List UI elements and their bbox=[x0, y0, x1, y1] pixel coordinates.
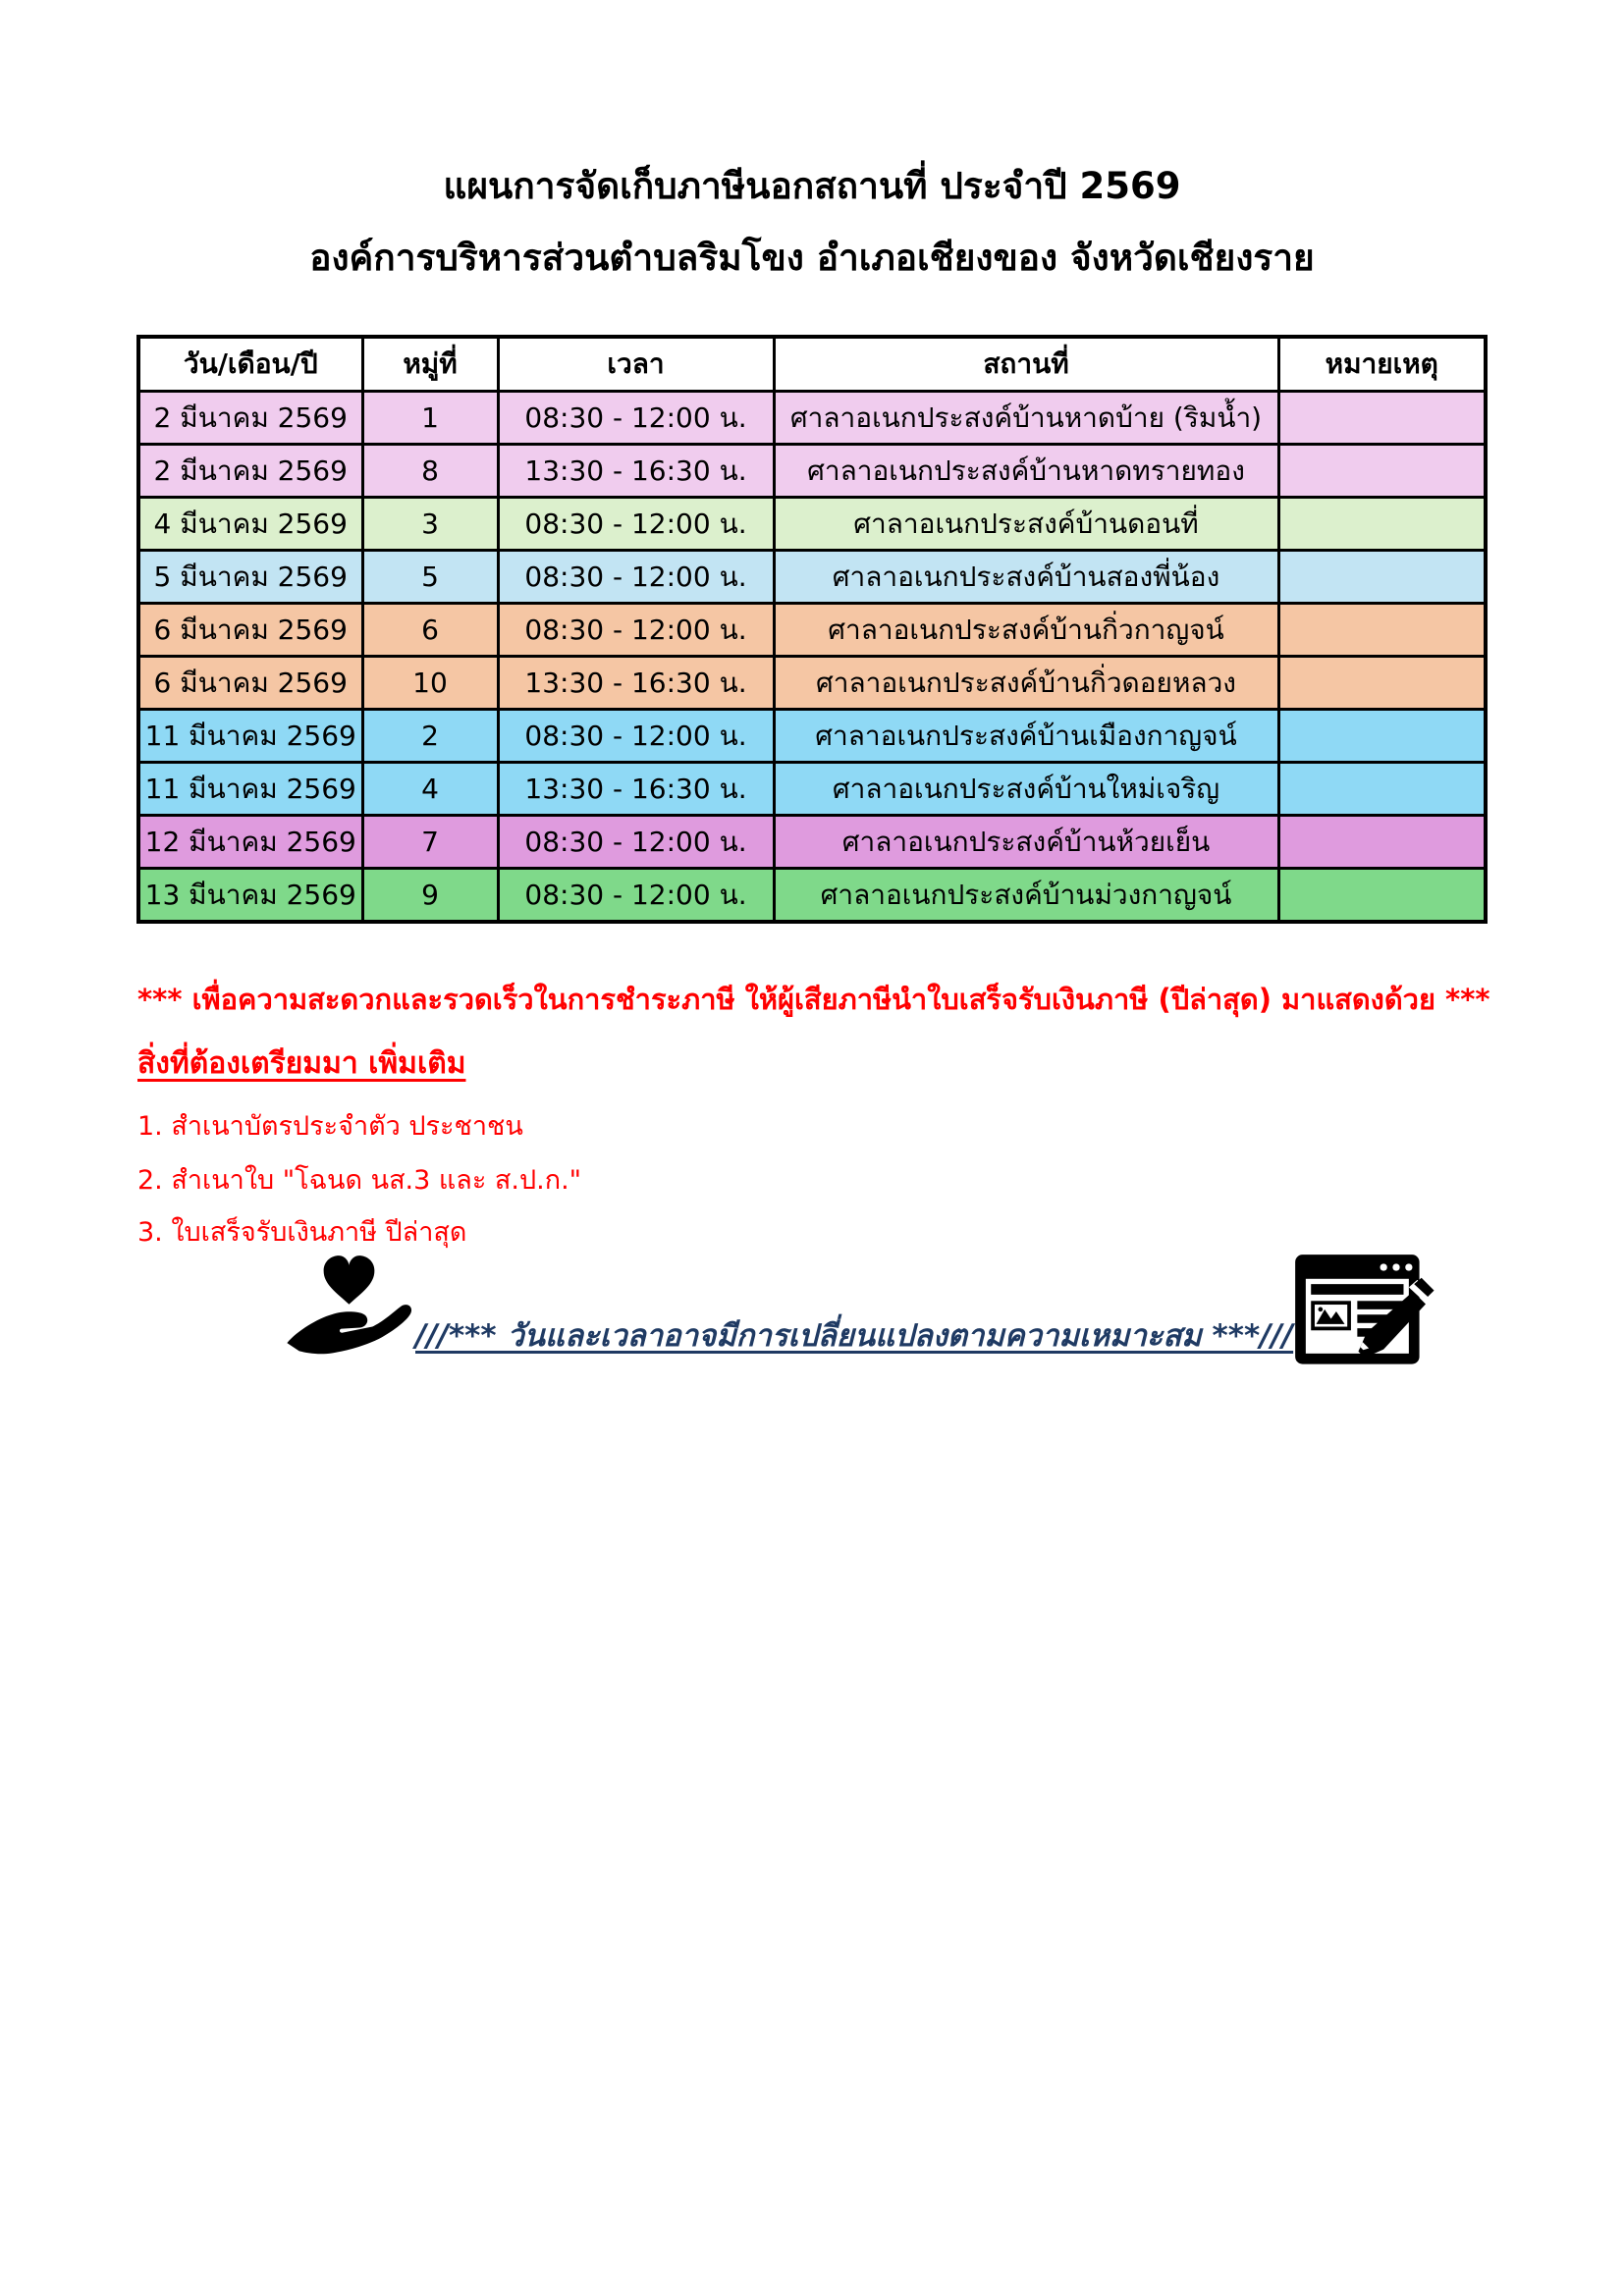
prepare-item-1: 1. สำเนาบัตรประจำตัว ประชาชน bbox=[137, 1111, 523, 1142]
table-row bbox=[138, 498, 1486, 551]
moo-cell: 7 bbox=[362, 816, 498, 869]
table-row bbox=[138, 392, 1486, 445]
date-cell: 11 มีนาคม 2569 bbox=[138, 763, 362, 816]
time-cell: 13:30 - 16:30 น. bbox=[498, 763, 774, 816]
note-cell bbox=[1278, 392, 1486, 445]
note-cell bbox=[1278, 657, 1486, 710]
table-row bbox=[138, 657, 1486, 710]
page-title: แผนการจัดเก็บภาษีนอกสถานที่ ประจำปี 2569 bbox=[443, 165, 1181, 207]
note-cell bbox=[1278, 869, 1486, 923]
column-header-1: หมู่ที่ bbox=[362, 337, 498, 392]
column-header-3: สถานที่ bbox=[774, 337, 1278, 392]
document-edit-icon bbox=[1293, 1253, 1440, 1370]
schedule-table-container bbox=[136, 335, 1484, 924]
date-cell: 2 มีนาคม 2569 bbox=[138, 392, 362, 445]
moo-cell: 1 bbox=[362, 392, 498, 445]
place-cell: ศาลาอเนกประสงค์บ้านหาดบ้าย (ริมน้ำ) bbox=[774, 392, 1278, 445]
prepare-heading: สิ่งที่ต้องเตรียมมา เพิ่มเติม bbox=[137, 1046, 466, 1081]
date-cell: 11 มีนาคม 2569 bbox=[138, 710, 362, 763]
place-cell: ศาลาอเนกประสงค์บ้านใหม่เจริญ bbox=[774, 763, 1278, 816]
moo-cell: 10 bbox=[362, 657, 498, 710]
note-cell bbox=[1278, 604, 1486, 657]
moo-cell: 9 bbox=[362, 869, 498, 923]
note-cell bbox=[1278, 445, 1486, 498]
place-cell: ศาลาอเนกประสงค์บ้านสองพี่น้อง bbox=[774, 551, 1278, 604]
place-cell: ศาลาอเนกประสงค์บ้านม่วงกาญจน์ bbox=[774, 869, 1278, 923]
prepare-item-3: 3. ใบเสร็จรับเงินภาษี ปีล่าสุด bbox=[137, 1217, 467, 1248]
place-cell: ศาลาอเนกประสงค์บ้านเมืองกาญจน์ bbox=[774, 710, 1278, 763]
time-cell: 08:30 - 12:00 น. bbox=[498, 551, 774, 604]
moo-cell: 4 bbox=[362, 763, 498, 816]
table-row bbox=[138, 551, 1486, 604]
table-row bbox=[138, 869, 1486, 923]
table-row bbox=[138, 816, 1486, 869]
moo-cell: 3 bbox=[362, 498, 498, 551]
place-cell: ศาลาอเนกประสงค์บ้านห้วยเย็น bbox=[774, 816, 1278, 869]
time-cell: 13:30 - 16:30 น. bbox=[498, 657, 774, 710]
time-cell: 08:30 - 12:00 น. bbox=[498, 604, 774, 657]
note-cell bbox=[1278, 551, 1486, 604]
column-header-4: หมายเหตุ bbox=[1278, 337, 1486, 392]
date-cell: 5 มีนาคม 2569 bbox=[138, 551, 362, 604]
time-cell: 08:30 - 12:00 น. bbox=[498, 869, 774, 923]
place-cell: ศาลาอเนกประสงค์บ้านดอนที่ bbox=[774, 498, 1278, 551]
note-cell bbox=[1278, 816, 1486, 869]
schedule-table-body bbox=[138, 392, 1486, 923]
place-cell: ศาลาอเนกประสงค์บ้านกิ่วกาญจน์ bbox=[774, 604, 1278, 657]
note-cell bbox=[1278, 498, 1486, 551]
schedule-table-head bbox=[138, 337, 1486, 392]
page-subtitle: องค์การบริหารส่วนตำบลริมโขง อำเภอเชียงของ จังหวัดเชียงราย bbox=[309, 237, 1315, 279]
place-cell: ศาลาอเนกประสงค์บ้านกิ่วดอยหลวง bbox=[774, 657, 1278, 710]
date-cell: 12 มีนาคม 2569 bbox=[138, 816, 362, 869]
time-cell: 08:30 - 12:00 น. bbox=[498, 710, 774, 763]
date-cell: 13 มีนาคม 2569 bbox=[138, 869, 362, 923]
moo-cell: 2 bbox=[362, 710, 498, 763]
table-row bbox=[138, 604, 1486, 657]
time-cell: 13:30 - 16:30 น. bbox=[498, 445, 774, 498]
date-cell: 6 มีนาคม 2569 bbox=[138, 657, 362, 710]
footer-disclaimer: ///*** วันและเวลาอาจมีการเปลี่ยนแปลงตามความเหมาะสม ***/// bbox=[415, 1318, 1294, 1354]
table-row bbox=[138, 710, 1486, 763]
table-row bbox=[138, 445, 1486, 498]
time-cell: 08:30 - 12:00 น. bbox=[498, 816, 774, 869]
column-header-0: วัน/เดือน/ปี bbox=[138, 337, 362, 392]
note-cell bbox=[1278, 763, 1486, 816]
date-cell: 6 มีนาคม 2569 bbox=[138, 604, 362, 657]
time-cell: 08:30 - 12:00 น. bbox=[498, 392, 774, 445]
date-cell: 4 มีนาคม 2569 bbox=[138, 498, 362, 551]
hand-holding-heart-icon bbox=[283, 1254, 415, 1369]
table-row bbox=[138, 763, 1486, 816]
header-row bbox=[138, 337, 1486, 392]
footer-row bbox=[283, 1249, 1368, 1374]
time-cell: 08:30 - 12:00 น. bbox=[498, 498, 774, 551]
moo-cell: 6 bbox=[362, 604, 498, 657]
place-cell: ศาลาอเนกประสงค์บ้านหาดทรายทอง bbox=[774, 445, 1278, 498]
prepare-item-2: 2. สำเนาใบ "โฉนด นส.3 และ ส.ป.ก." bbox=[137, 1165, 582, 1196]
note-cell bbox=[1278, 710, 1486, 763]
moo-cell: 5 bbox=[362, 551, 498, 604]
moo-cell: 8 bbox=[362, 445, 498, 498]
column-header-2: เวลา bbox=[498, 337, 774, 392]
schedule-table bbox=[136, 335, 1488, 924]
tax-receipt-warning: *** เพื่อความสะดวกและรวดเร็วในการชำระภาษี ให้ผู้เสียภาษีนำใบเสร็จรับเงินภาษี (ปีล่าสุด) มาแสดงด้วย *** bbox=[137, 983, 1490, 1016]
date-cell: 2 มีนาคม 2569 bbox=[138, 445, 362, 498]
